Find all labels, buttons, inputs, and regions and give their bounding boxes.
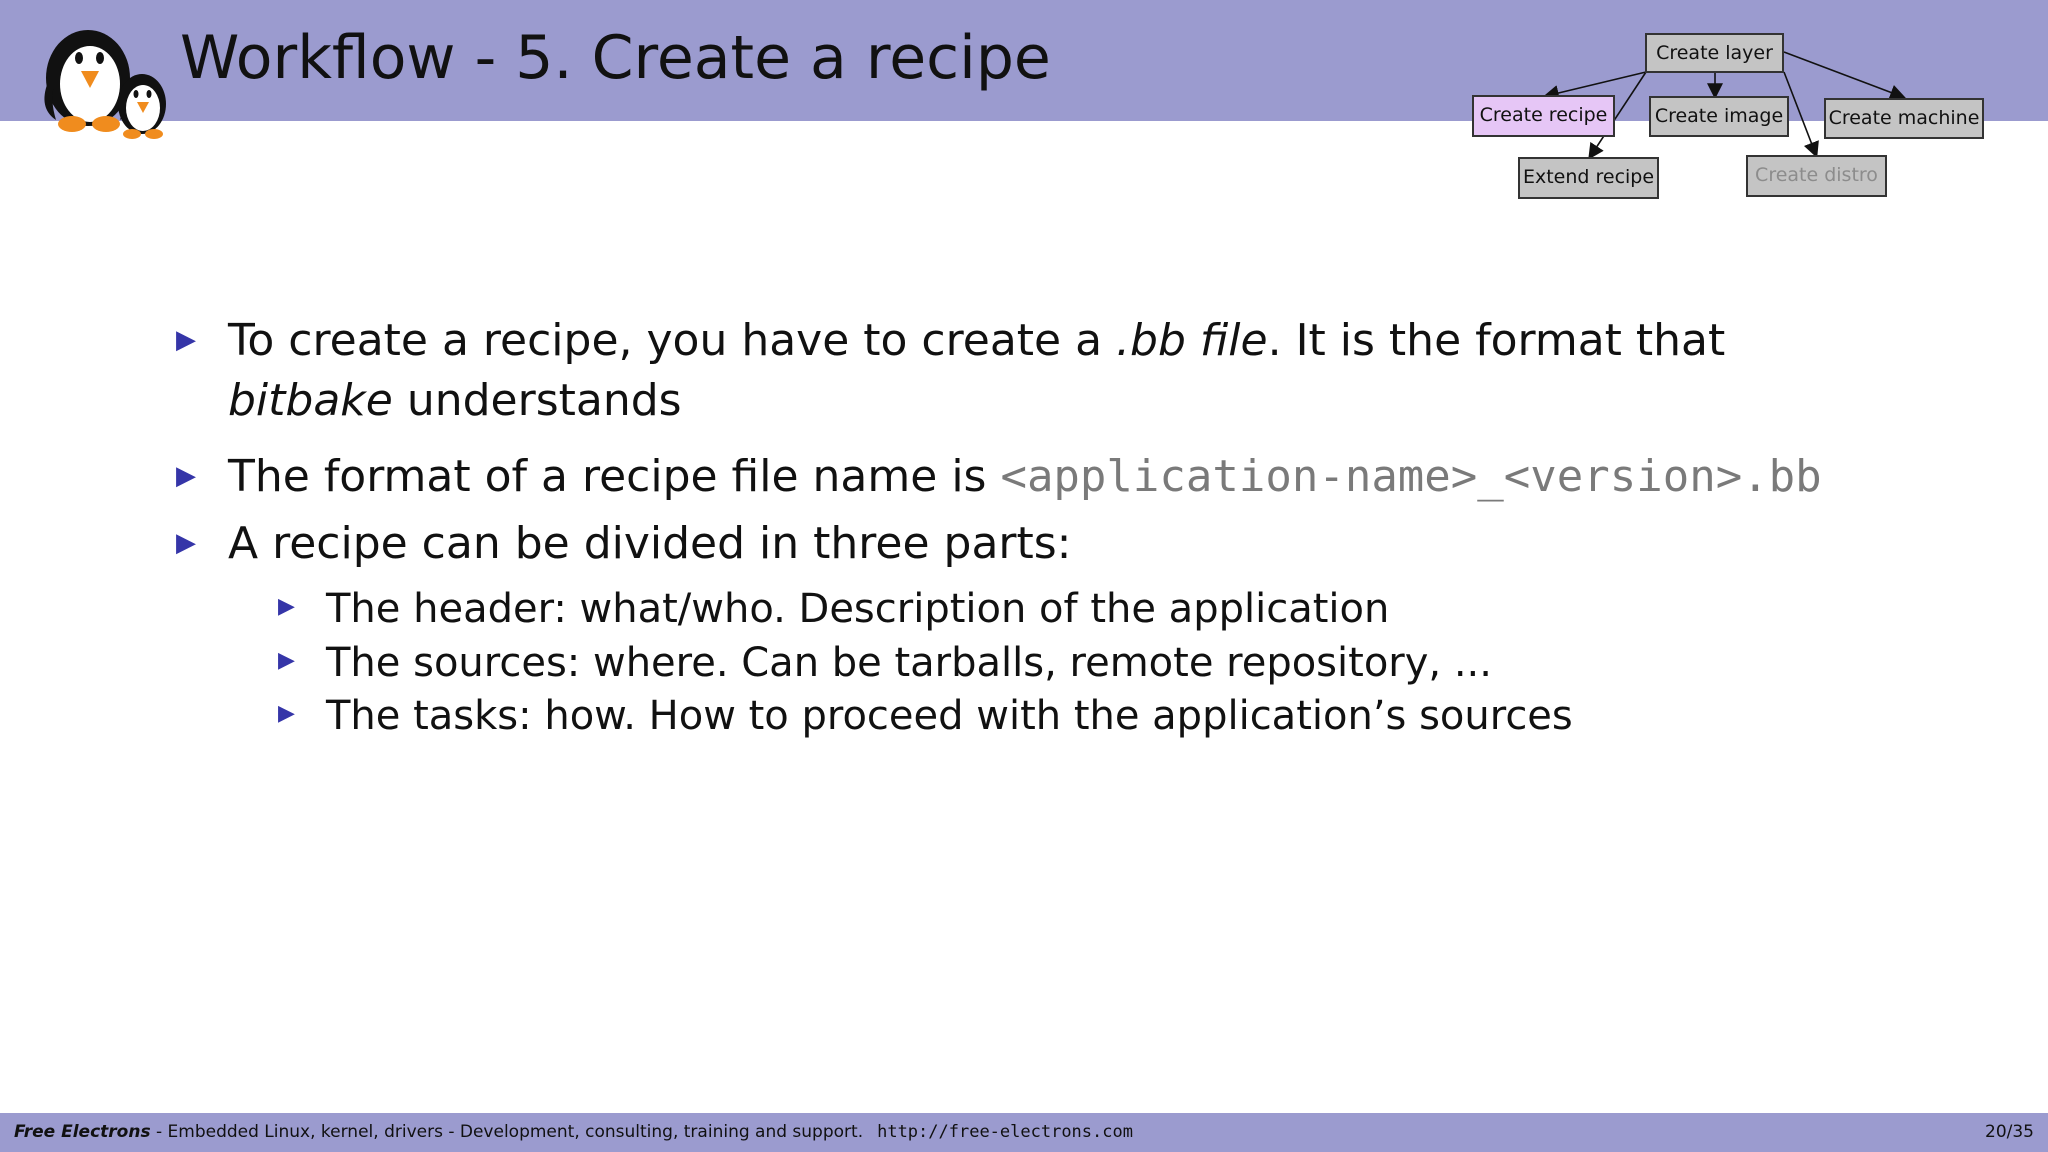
- bullet-2-text: The format of a recipe file name is: [228, 451, 1001, 502]
- sub-bullet-sources: The sources: where. Can be tarballs, remote repository, ...: [326, 640, 1492, 686]
- flow-node-create-distro: Create distro: [1746, 155, 1887, 197]
- footer-brand: Free Electrons: [14, 1122, 151, 1142]
- bullet-item-2: [228, 447, 1848, 507]
- footer-tagline: - Embedded Linux, kernel, drivers - Development, consulting, training and support.: [150, 1122, 864, 1142]
- triangle-right-icon: ▶: [176, 528, 196, 558]
- bullet-1-emphasis-bitbake: bitbake: [228, 375, 393, 426]
- sub-bullet-header: The header: what/who. Description of the application: [326, 586, 1390, 632]
- penguin-logo-icon: [36, 16, 176, 142]
- triangle-right-icon: ▶: [278, 701, 295, 726]
- triangle-right-icon: ▶: [176, 325, 196, 355]
- bullet-2-code: <application-name>_<version>.bb: [1000, 451, 1822, 502]
- page-title: Workflow - 5. Create a recipe: [180, 23, 1051, 93]
- sub-bullet-tasks: The tasks: how. How to proceed with the application’s sources: [326, 693, 1573, 739]
- bullet-1-emphasis-bb-file: .bb file: [1116, 315, 1268, 366]
- bullet-1-text-b: . It is the format that: [1267, 315, 1726, 366]
- triangle-right-icon: ▶: [176, 461, 196, 491]
- triangle-right-icon: ▶: [278, 594, 295, 619]
- bullet-1-text-a: To create a recipe, you have to create a: [228, 315, 1117, 366]
- flow-node-create-machine: Create machine: [1824, 98, 1984, 139]
- footer-bar: [0, 1113, 2048, 1152]
- flow-node-create-layer: Create layer: [1645, 33, 1784, 73]
- bullet-item-3: A recipe can be divided in three parts:: [228, 518, 1072, 569]
- flow-node-create-recipe: Create recipe: [1472, 95, 1615, 137]
- footer-left: [14, 1122, 1133, 1142]
- flow-node-extend-recipe: Extend recipe: [1518, 157, 1659, 199]
- flow-node-create-image: Create image: [1649, 96, 1789, 137]
- triangle-right-icon: ▶: [278, 648, 295, 673]
- bullet-1-text-c: understands: [392, 375, 682, 426]
- footer-url-link[interactable]: http://free-electrons.com: [877, 1122, 1133, 1142]
- bullet-item-1: [228, 311, 1848, 431]
- page-number: 20/35: [1985, 1122, 2034, 1142]
